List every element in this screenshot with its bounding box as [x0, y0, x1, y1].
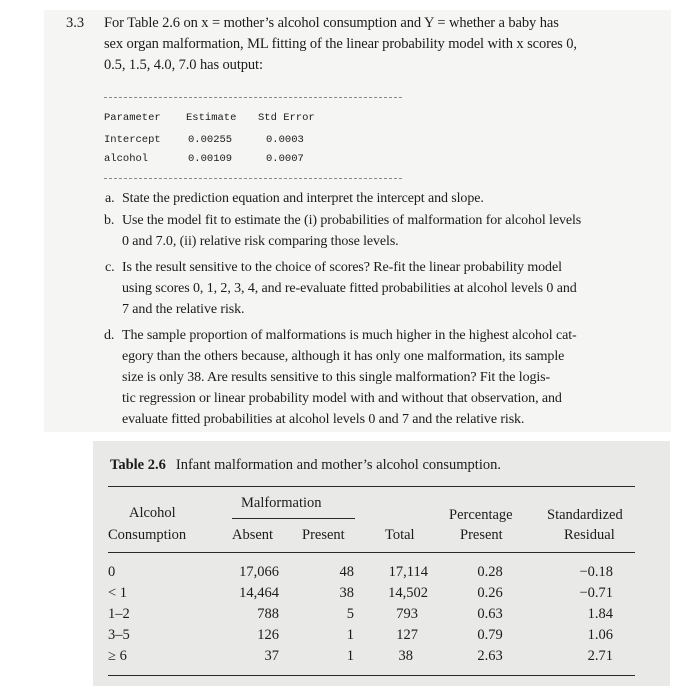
output-cell: 0.0003 [266, 134, 304, 146]
part-c-line-1: Is the result sensitive to the choice of scores? Re-fit the linear probability model [122, 260, 562, 275]
table-cell: 1–2 [108, 606, 130, 622]
table-cell: −0.18 [579, 564, 613, 580]
part-d-line-5: evaluate fitted probabilities at alcohol levels 0 and 7 and the relative risk. [122, 412, 525, 427]
problem-intro-line-1: For Table 2.6 on x = mother’s alcohol consumption and Y = whether a baby has [104, 15, 559, 31]
header-malformation: Malformation [241, 495, 322, 511]
malformation-rule [232, 518, 355, 519]
header-consumption: Consumption [108, 527, 187, 543]
part-d-line-3: size is only 38. Are results sensitive to this single malformation? Fit the logis- [122, 370, 551, 385]
output-header-std-error: Std Error [258, 112, 315, 124]
part-d-line-2: egory than the others because, although it has only one malformation, its sample [122, 349, 565, 364]
table-cell: 3–5 [108, 627, 130, 643]
table-cell: 38 [398, 648, 413, 664]
part-b-line-1: Use the model fit to estimate the (i) probabilities of malformation for alcohol levels [122, 213, 582, 228]
problem-panel [44, 10, 671, 432]
problem-intro-line-3: 0.5, 1.5, 4.0, 7.0 has output: [104, 57, 263, 73]
part-b-line-2: 0 and 7.0, (ii) relative risk comparing those levels. [122, 234, 399, 249]
part-b-label: b. [104, 213, 115, 228]
output-top-rule [104, 97, 402, 98]
table-cell: 38 [339, 585, 354, 601]
part-a-label: a. [105, 191, 115, 206]
part-c-line-2: using scores 0, 1, 2, 3, 4, and re-evaluate fitted probabilities at alcohol levels 0 and [122, 281, 577, 296]
problem-number: 3.3 [66, 15, 85, 31]
output-header-estimate: Estimate [186, 112, 237, 124]
table-cell: 17,114 [388, 564, 428, 580]
table-cell: 127 [396, 627, 418, 643]
table-title [110, 457, 501, 474]
output-cell: 0.00255 [188, 134, 233, 146]
table-cell: 788 [257, 606, 279, 622]
table-cell: 17,066 [239, 564, 279, 580]
output-header-parameter: Parameter [104, 112, 161, 124]
header-residual: Residual [564, 527, 615, 543]
problem-intro-line-2: sex organ malformation, ML fitting of the linear probability model with x scores 0, [104, 36, 577, 52]
table-cell: −0.71 [579, 585, 613, 601]
table-label: Table 2.6 [110, 457, 166, 473]
header-total: Total [385, 527, 415, 543]
part-d-line-1: The sample proportion of malformations is much higher in the highest alcohol cat- [122, 328, 577, 343]
part-d-label: d. [104, 328, 115, 343]
table-cell: 0.79 [477, 627, 503, 643]
table-cell: ≥ 6 [108, 648, 127, 664]
table-cell: 1.84 [587, 606, 613, 622]
table-cell: 5 [346, 606, 354, 622]
header-alcohol: Alcohol [129, 505, 176, 521]
table-cell: 2.63 [477, 648, 503, 664]
output-cell: 0.0007 [266, 153, 304, 165]
output-cell: 0.00109 [188, 153, 233, 165]
table-cell: 14,502 [388, 585, 428, 601]
output-cell: alcohol [104, 153, 149, 165]
table-caption: Infant malformation and mother’s alcohol consumption. [175, 457, 501, 473]
header-percentage-present: Present [460, 527, 503, 543]
part-d-line-4: tic regression or linear probability model with and without that observation, and [122, 391, 562, 406]
table-top-rule [108, 486, 635, 487]
output-cell: Intercept [104, 134, 161, 146]
table-cell: 2.71 [587, 648, 613, 664]
header-absent: Absent [232, 527, 274, 543]
table-cell: 126 [257, 627, 279, 643]
table-cell: 1.06 [587, 627, 613, 643]
part-c-line-3: 7 and the relative risk. [122, 302, 245, 317]
table-cell: 1 [346, 627, 354, 643]
header-present: Present [302, 527, 345, 543]
table-cell: 1 [346, 648, 354, 664]
table-panel [93, 441, 670, 686]
table-cell: 14,464 [239, 585, 279, 601]
table-cell: < 1 [108, 585, 128, 601]
table-cell: 793 [396, 606, 418, 622]
table-bottom-rule [108, 675, 635, 676]
table-cell: 0.26 [477, 585, 503, 601]
table-cell: 48 [339, 564, 354, 580]
part-c-label: c. [105, 260, 115, 275]
table-cell: 0 [108, 564, 116, 580]
table-cell: 0.28 [477, 564, 503, 580]
header-percentage: Percentage [449, 507, 513, 523]
table-cell: 37 [264, 648, 279, 664]
table-cell: 0.63 [477, 606, 503, 622]
header-standardized: Standardized [547, 507, 623, 523]
output-bottom-rule [104, 178, 402, 179]
part-a-line-1: State the prediction equation and interpret the intercept and slope. [122, 191, 484, 206]
header-bottom-rule [108, 552, 635, 553]
